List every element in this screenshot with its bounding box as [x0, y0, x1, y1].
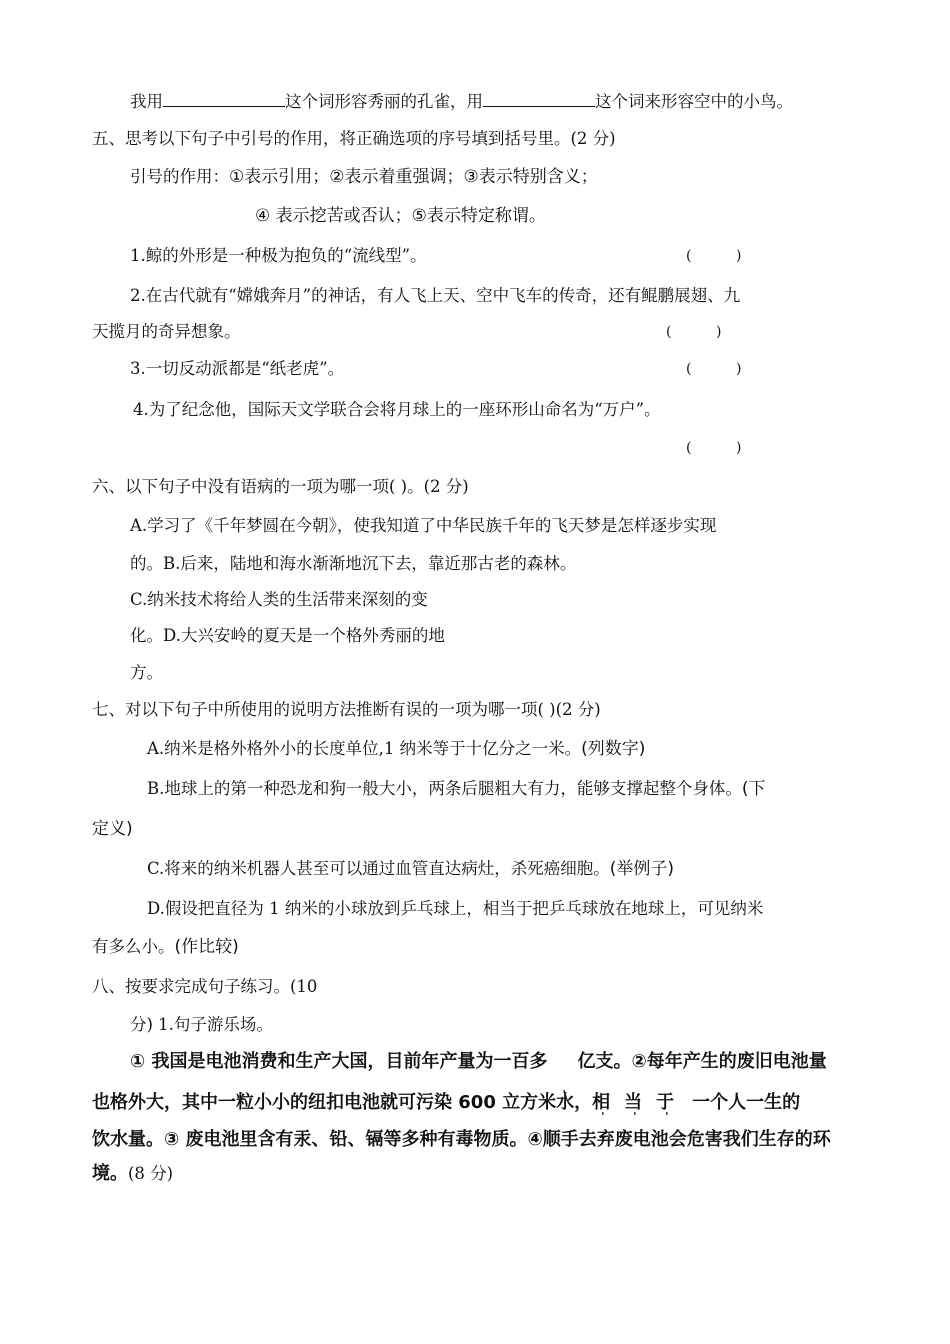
q7-option-d-text: 有多么小。 — [92, 937, 175, 956]
q7-option-d-line1: D.假设把直径为 1 纳米的小球放到乒乓球上，相当于把乒乓球放在地球上，可见纳米 — [147, 899, 764, 918]
q7-option-b-line1 — [147, 777, 766, 801]
q5-item-2-line2: 天揽月的奇异想象。 — [92, 322, 241, 341]
answer-bracket-q5-4[interactable]: ( ) — [686, 440, 742, 456]
q5-heading: 五、思考以下句子中引号的作用，将正确选项的序号填到括号里。(2 分) — [92, 129, 616, 148]
q7-option-d-method: (作比较) — [174, 937, 239, 957]
q7-option-a-method: (列数字) — [581, 739, 646, 759]
q8-subheading: 分) 1.句子游乐场。 — [130, 1015, 273, 1034]
q4-text-part2: 这个词形容秀丽的孔雀，用 — [285, 92, 483, 111]
answer-blank-1[interactable] — [163, 88, 285, 107]
answer-bracket-q5-2[interactable]: ( ) — [666, 324, 722, 340]
q7-option-b-method-start: (下 — [741, 779, 766, 799]
answer-bracket-q5-1[interactable]: ( ) — [686, 248, 742, 264]
q8-passage-line4 — [92, 1160, 173, 1188]
q8-passage-line2 — [92, 1089, 800, 1117]
q8-emphasis-char-1: 相 ' — [592, 1089, 610, 1117]
q4-fill-sentence — [130, 88, 793, 114]
q7-option-b-method-end: 定义) — [92, 819, 133, 839]
q7-option-c-text: C.将来的纳米机器人甚至可以通过血管直达病灶，杀死癌细胞。 — [147, 859, 610, 878]
q7-option-c-method: (举例子) — [609, 859, 675, 879]
q8-passage-line1-a: ① 我国是电池消费和生产大国，目前年产量为一百多 — [130, 1051, 548, 1072]
q8-passage-line3: 饮水量。③ 废电池里含有汞、铅、镉等多种有毒物质。④顺手去弃废电池会危害我们生存的环 — [92, 1129, 831, 1150]
q5-item-2-line1: 2.在古代就有“嫦娥奔月”的神话，有人飞上天、空中飞车的传奇，还有鲲鹏展翅、九 — [130, 286, 741, 305]
answer-bracket-q5-3[interactable]: ( ) — [686, 361, 742, 377]
q4-text-part3: 这个词来形容空中的小鸟。 — [595, 92, 793, 111]
q7-option-d-line2 — [92, 935, 239, 959]
q8-emphasis-char-3: 于 ' — [656, 1089, 674, 1117]
q8-passage-line1-b: 亿支。②每年产生的废旧电池量 — [577, 1051, 827, 1072]
q5-options-prefix: 引号的作用： — [130, 167, 229, 186]
q5-item-4: 4.为了纪念他，国际天文学联合会将月球上的一座环形山命名为“万户”。 — [133, 400, 661, 419]
q6-line-5: 方。 — [130, 663, 163, 682]
q7-option-c — [147, 857, 674, 881]
q7-option-a-text: A.纳米是格外格外小的长度单位,1 纳米等于十亿分之一米。 — [147, 739, 582, 758]
q7-heading: 七、对以下句子中所使用的说明方法推断有误的一项为哪一项( )(2 分) — [92, 700, 601, 719]
q5-item-1: 1.鲸的外形是一种极为抱负的“流线型”。 — [130, 246, 427, 265]
q6-line-2: 的。B.后来，陆地和海水渐渐地沉下去，靠近那古老的森林。 — [130, 554, 577, 573]
q5-item-3: 3.一切反动派都是“纸老虎”。 — [130, 359, 345, 378]
q8-passage-score: (8 分) — [128, 1164, 174, 1183]
q5-options-line2: ④ 表示挖苦或否认；⑤表示特定称谓。 — [255, 206, 546, 226]
q5-options-line1 — [130, 165, 598, 189]
q8-emphasis-char-2: 当 ' — [624, 1089, 642, 1117]
q7-option-a — [147, 737, 645, 761]
q8-passage-line2-b: 一个人一生的 — [692, 1092, 801, 1113]
q5-options-text1: ①表示引用；②表示着重强调；③表示特别含义； — [229, 167, 598, 187]
q6-line-1: A.学习了《千年梦圆在今朝》，使我知道了中华民族千年的飞天梦是怎样逐步实现 — [130, 516, 717, 535]
q7-option-b-text: B.地球上的第一种恐龙和狗一般大小，两条后腿粗大有力，能够支撑起整个身体。 — [147, 779, 742, 798]
q6-line-4: 化。D.大兴安岭的夏天是一个格外秀丽的地 — [130, 626, 445, 645]
q8-heading: 八、按要求完成句子练习。(10 — [92, 977, 318, 996]
q6-line-3: C.纳米技术将给人类的生活带来深刻的变 — [130, 590, 428, 609]
q8-passage-line4-text: 境。 — [92, 1163, 128, 1184]
q8-passage-line2-a: 也格外大，其中一粒小小的纽扣电池就可污染 600 立方米水， — [92, 1092, 593, 1113]
q4-text-part1: 我用 — [130, 92, 163, 111]
answer-blank-2[interactable] — [483, 88, 595, 107]
q8-passage-line1 — [92, 1048, 827, 1076]
q6-heading: 六、以下句子中没有语病的一项为哪一项( )。(2 分) — [92, 477, 469, 496]
